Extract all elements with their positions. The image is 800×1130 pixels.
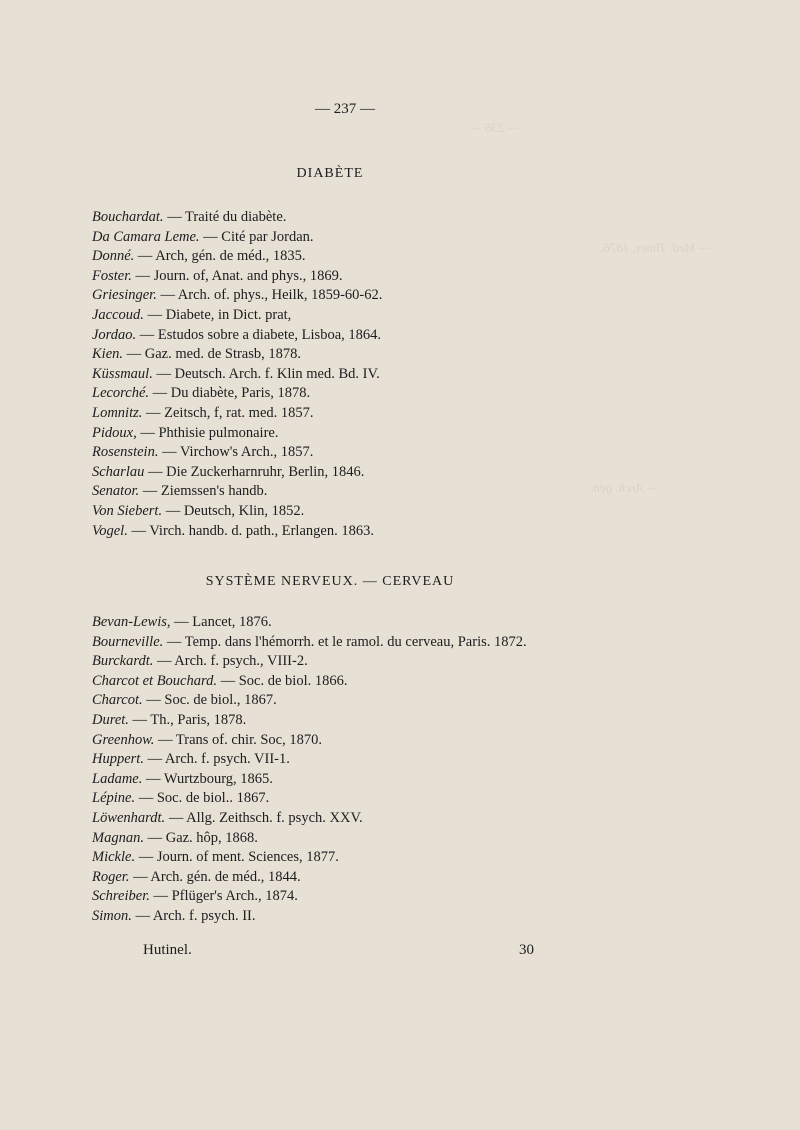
section-title-diabete: DIABÈTE — [296, 166, 364, 181]
entry-reference: — Allg. Zeithsch. f. psych. XXV. — [165, 809, 363, 826]
bibliography-entry — [92, 770, 582, 790]
entry-author: Löwenhardt. — [92, 809, 166, 826]
entry-author: Griesinger. — [92, 287, 157, 304]
entry-author: Kien. — [92, 346, 124, 363]
bibliography-entry — [92, 633, 582, 653]
bibliography-entry — [92, 267, 582, 287]
bleed-through-text: — Arch. gén. — [590, 480, 658, 495]
page-number: — 237 — — [315, 101, 375, 117]
entry-reference: — Lancet, 1876. — [170, 614, 272, 630]
entry-author: Charcot et Bouchard. — [92, 672, 217, 689]
bibliography-entry — [92, 502, 582, 522]
entry-author: Jordao. — [92, 326, 137, 343]
entry-author: Pidoux, — [92, 424, 137, 441]
entry-reference: — Ziemssen's handb. — [139, 483, 268, 500]
entry-reference: — Soc. de biol. 1866. — [216, 672, 348, 689]
bibliography-entry — [92, 750, 582, 770]
bibliography-entry — [92, 652, 582, 672]
entry-author: Charcot. — [92, 692, 143, 709]
entry-author: Mickle. — [92, 849, 136, 866]
bibliography-entry — [92, 522, 582, 542]
entry-author: Bourneville. — [92, 633, 164, 650]
entry-reference: — Gaz. hôp, 1868. — [143, 829, 258, 846]
entry-author: Simon. — [92, 907, 132, 924]
entry-reference: — Arch. gén. de méd., 1844. — [129, 868, 301, 885]
entry-reference: — Wurtzbourg, 1865. — [142, 770, 273, 787]
entry-reference: — Phthisie pulmonaire. — [136, 424, 279, 441]
bibliography-entry — [92, 482, 582, 502]
entry-reference: — Zeitsch, f, rat. med. 1857. — [142, 404, 314, 421]
entry-reference: — Trans of. chir. Soc, 1870. — [154, 731, 322, 748]
entry-author: Schreiber. — [92, 888, 150, 905]
bibliography-entry — [92, 887, 582, 907]
entry-reference: — Virchow's Arch., 1857. — [158, 444, 314, 461]
entry-reference: — Deutsch. Arch. f. Klin med. Bd. IV. — [152, 365, 380, 382]
bibliography-entry — [92, 365, 582, 385]
entry-reference: — Soc. de biol.. 1867. — [135, 790, 270, 807]
bibliography-entry — [92, 809, 582, 829]
entry-reference: — Arch. f. psych., VIII-2. — [153, 653, 308, 670]
entry-reference: — Soc. de biol., 1867. — [142, 692, 277, 709]
footer-signature-number: 30 — [519, 942, 534, 958]
bibliography-entry — [92, 384, 582, 404]
bibliography-entry — [92, 463, 582, 483]
entry-reference: — Temp. dans l'hémorrh. et le ramol. du cerveau, Paris. 1872. — [163, 633, 527, 650]
bibliography-entry — [92, 228, 582, 248]
entry-author: Burckardt. — [92, 653, 154, 670]
entry-reference: — Virch. handb. d. path., Erlangen. 1863. — [127, 522, 374, 539]
entry-author: Donné. — [92, 248, 135, 265]
entry-author: Lomnitz. — [92, 404, 143, 421]
entry-author: Duret. — [92, 711, 129, 728]
bibliography-entry — [92, 829, 582, 849]
bibliography-entry — [92, 868, 582, 888]
entry-author: Vogel. — [92, 522, 128, 539]
bibliography-entry — [92, 345, 582, 365]
entry-author: Senator. — [92, 483, 140, 500]
entry-reference: — Arch. f. psych. VII-1. — [143, 751, 290, 768]
entry-author: Scharlau — [92, 463, 145, 480]
entry-reference: — Journ. of, Anat. and phys., 1869. — [131, 267, 343, 284]
bibliography-entry — [92, 404, 582, 424]
bibliography-entry — [92, 711, 582, 731]
entry-author: Jaccoud. — [92, 306, 144, 323]
entry-author: Greenhow. — [92, 731, 155, 748]
bibliography-entry — [92, 731, 582, 751]
bibliography-entry — [92, 789, 582, 809]
entry-reference: — Arch, gén. de méd., 1835. — [134, 248, 306, 265]
entry-author: Bevan-Lewis, — [92, 614, 171, 630]
bibliography-entry — [92, 424, 582, 444]
bibliography-entry — [92, 907, 582, 927]
entry-reference: — Arch. f. psych. II. — [131, 907, 256, 924]
entry-author: Rosenstein. — [92, 444, 159, 461]
bleed-through-text: — Med. Times, 1876. — [600, 240, 711, 255]
entry-author: Ladame. — [92, 770, 143, 787]
entry-reference: — Deutsch, Klin, 1852. — [162, 502, 305, 519]
bibliography-entry — [92, 613, 582, 633]
entry-reference: — Diabete, in Dict. prat, — [143, 306, 292, 323]
entry-author: Huppert. — [92, 751, 144, 768]
entry-reference: — Gaz. med. de Strasb, 1878. — [123, 346, 302, 363]
entry-author: Magnan. — [92, 829, 144, 846]
bibliography-entry — [92, 286, 582, 306]
entry-author: Da Camara Leme. — [92, 228, 200, 245]
bibliography-list-diabete — [92, 208, 582, 541]
section-title-systeme-nerveux: SYSTÈME NERVEUX. — CERVEAU — [205, 574, 455, 589]
entry-reference: — Du diabète, Paris, 1878. — [149, 385, 311, 402]
entry-author: Foster. — [92, 267, 132, 284]
bibliography-entry — [92, 848, 582, 868]
entry-reference: — Arch. of. phys., Heilk, 1859-60-62. — [156, 287, 383, 304]
bibliography-entry — [92, 247, 582, 267]
entry-author: Küssmaul. — [92, 365, 153, 382]
entry-author: Bouchardat. — [92, 209, 164, 225]
entry-author: Roger. — [92, 868, 130, 885]
bibliography-entry — [92, 691, 582, 711]
bibliography-entry — [92, 443, 582, 463]
entry-reference: — Traité du diabète. — [163, 209, 287, 225]
entry-author: Von Siebert. — [92, 502, 163, 519]
entry-author: Lépine. — [92, 790, 136, 807]
bleed-through-text: — 236 — — [470, 120, 520, 135]
entry-reference: — Cité par Jordan. — [199, 228, 314, 245]
entry-reference: — Pflüger's Arch., 1874. — [149, 888, 298, 905]
entry-reference: — Estudos sobre a diabete, Lisboa, 1864. — [136, 326, 382, 343]
bibliography-entry — [92, 326, 582, 346]
entry-reference: — Th., Paris, 1878. — [128, 711, 247, 728]
entry-reference: — Die Zuckerharnruhr, Berlin, 1846. — [144, 463, 365, 480]
bibliography-entry — [92, 208, 582, 228]
footer-author: Hutinel. — [143, 942, 192, 958]
bibliography-entry — [92, 306, 582, 326]
bibliography-entry — [92, 672, 582, 692]
entry-reference: — Journ. of ment. Sciences, 1877. — [135, 849, 339, 866]
entry-author: Lecorché. — [92, 385, 150, 402]
bibliography-list-systeme-nerveux — [92, 613, 582, 927]
